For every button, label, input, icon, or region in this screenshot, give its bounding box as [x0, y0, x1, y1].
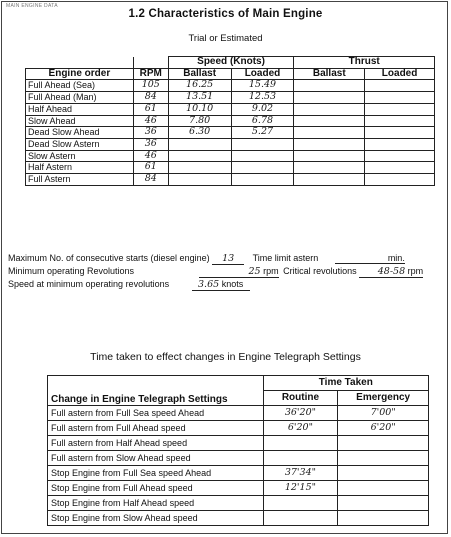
thrust-ballast-header: Ballast	[294, 68, 365, 80]
speed-min-label: Speed at minimum operating revolutions	[8, 279, 170, 289]
page-header: MAIN ENGINE DATA	[6, 3, 58, 9]
speed-ballast-cell: 7.80	[168, 115, 231, 127]
engine-order-cell: Dead Slow Ahead	[26, 127, 134, 139]
rpm-cell: 105	[133, 80, 168, 92]
telegraph-change-cell: Full astern from Half Ahead speed	[48, 436, 264, 451]
engine-order-cell: Full Astern	[26, 174, 134, 186]
table-row	[48, 511, 429, 526]
rpm-cell: 36	[133, 127, 168, 139]
table-group-header-row	[26, 57, 435, 69]
engine-order-cell: Slow Astern	[26, 150, 134, 162]
time-limit-label: Time limit astern	[252, 253, 319, 263]
emergency-time-cell: 7'00"	[338, 406, 429, 421]
table-row	[26, 103, 435, 115]
rpm-header: RPM	[133, 68, 168, 80]
emergency-time-cell	[338, 511, 429, 526]
speed-loaded-cell: 15.49	[231, 80, 294, 92]
speed-loaded-cell	[231, 150, 294, 162]
change-header: Change in Engine Telegraph Settings	[48, 376, 264, 406]
rpm-cell: 84	[133, 92, 168, 104]
speed-min-line	[8, 279, 250, 291]
telegraph-table-body	[48, 406, 429, 526]
rpm-cell: 46	[133, 150, 168, 162]
table-row	[48, 466, 429, 481]
table-row	[48, 436, 429, 451]
telegraph-change-cell: Full astern from Slow Ahead speed	[48, 451, 264, 466]
thrust-loaded-cell	[365, 150, 435, 162]
min-rev-unit: rpm	[263, 266, 279, 276]
speed-loaded-cell	[231, 138, 294, 150]
rpm-cell: 84	[133, 174, 168, 186]
thrust-ballast-cell	[294, 103, 365, 115]
routine-time-cell	[263, 496, 338, 511]
telegraph-change-cell: Stop Engine from Full Sea speed Ahead	[48, 466, 264, 481]
table-row	[26, 162, 435, 174]
speed-group-header: Speed (Knots)	[168, 57, 294, 69]
speed-ballast-cell: 13.51	[168, 92, 231, 104]
table-row	[26, 127, 435, 139]
thrust-ballast-cell	[294, 80, 365, 92]
emergency-time-cell	[338, 481, 429, 496]
thrust-loaded-cell	[365, 103, 435, 115]
thrust-loaded-cell	[365, 138, 435, 150]
max-starts-line	[8, 253, 405, 265]
thrust-ballast-cell	[294, 115, 365, 127]
emergency-header: Emergency	[338, 391, 429, 406]
engine-order-cell: Full Ahead (Sea)	[26, 80, 134, 92]
speed-loaded-cell: 5.27	[231, 127, 294, 139]
routine-time-cell: 36'20"	[263, 406, 338, 421]
speed-loaded-cell	[231, 174, 294, 186]
telegraph-section-title: Time taken to effect changes in Engine Telegraph Settings	[90, 351, 361, 363]
routine-time-cell: 37'34"	[263, 466, 338, 481]
thrust-loaded-cell	[365, 92, 435, 104]
telegraph-change-cell: Full astern from Full Sea speed Ahead	[48, 406, 264, 421]
time-taken-header: Time Taken	[263, 376, 428, 391]
engine-order-cell: Dead Slow Astern	[26, 138, 134, 150]
speed-ballast-cell: 6.30	[168, 127, 231, 139]
engine-order-cell: Slow Ahead	[26, 115, 134, 127]
table-row	[48, 406, 429, 421]
routine-time-cell	[263, 511, 338, 526]
table-row	[26, 115, 435, 127]
thrust-ballast-cell	[294, 150, 365, 162]
time-limit-unit: min.	[387, 253, 405, 263]
telegraph-change-cell: Full astern from Full Ahead speed	[48, 421, 264, 436]
speed-ballast-cell	[168, 162, 231, 174]
speed-ballast-cell: 16.25	[168, 80, 231, 92]
emergency-time-cell	[338, 496, 429, 511]
telegraph-change-cell: Stop Engine from Slow Ahead speed	[48, 511, 264, 526]
speed-loaded-cell: 9.02	[231, 103, 294, 115]
critical-rev-value: 48-58	[377, 266, 406, 277]
telegraph-change-cell: Stop Engine from Half Ahead speed	[48, 496, 264, 511]
table-row	[48, 496, 429, 511]
min-rev-line	[8, 266, 423, 278]
time-limit-field	[335, 253, 405, 264]
routine-header: Routine	[263, 391, 338, 406]
engine-order-header: Engine order	[26, 68, 134, 80]
thrust-loaded-cell	[365, 80, 435, 92]
emergency-time-cell	[338, 436, 429, 451]
thrust-group-header: Thrust	[294, 57, 435, 69]
telegraph-change-cell: Stop Engine from Full Ahead speed	[48, 481, 264, 496]
thrust-ballast-cell	[294, 174, 365, 186]
thrust-loaded-header: Loaded	[365, 68, 435, 80]
routine-time-cell: 6'20"	[263, 421, 338, 436]
speed-ballast-cell	[168, 150, 231, 162]
thrust-loaded-cell	[365, 162, 435, 174]
engine-order-cell: Half Astern	[26, 162, 134, 174]
routine-time-cell	[263, 451, 338, 466]
max-starts-label: Maximum No. of consecutive starts (diesel engine)	[8, 253, 210, 263]
page-subtitle: Trial or Estimated	[188, 33, 263, 44]
routine-time-cell: 12'15"	[263, 481, 338, 496]
max-starts-value: 13	[212, 253, 244, 265]
min-rev-value: 25	[248, 266, 261, 277]
speed-loaded-cell: 6.78	[231, 115, 294, 127]
critical-rev-label: Critical revolutions	[283, 266, 357, 276]
speed-ballast-header: Ballast	[168, 68, 231, 80]
thrust-ballast-cell	[294, 127, 365, 139]
critical-rev-unit: rpm	[407, 266, 424, 276]
emergency-time-cell	[338, 451, 429, 466]
thrust-ballast-cell	[294, 138, 365, 150]
speed-loaded-header: Loaded	[231, 68, 294, 80]
speed-ballast-cell	[168, 138, 231, 150]
thrust-loaded-cell	[365, 127, 435, 139]
routine-time-cell	[263, 436, 338, 451]
critical-rev-field	[359, 266, 423, 278]
speed-min-unit: knots	[221, 279, 244, 289]
table-row	[26, 92, 435, 104]
emergency-time-cell: 6'20"	[338, 421, 429, 436]
table-header-row	[26, 68, 435, 80]
engine-order-cell: Half Ahead	[26, 103, 134, 115]
emergency-time-cell	[338, 466, 429, 481]
table-row	[26, 150, 435, 162]
thrust-ballast-cell	[294, 92, 365, 104]
page-title: 1.2 Characteristics of Main Engine	[128, 8, 323, 20]
rpm-cell: 61	[133, 162, 168, 174]
speed-ballast-cell	[168, 174, 231, 186]
table-row	[48, 451, 429, 466]
speed-loaded-cell	[231, 162, 294, 174]
speed-loaded-cell: 12.53	[231, 92, 294, 104]
speed-min-value: 3.65	[198, 279, 220, 290]
thrust-loaded-cell	[365, 115, 435, 127]
speed-min-field	[192, 279, 250, 291]
engine-characteristics-table	[25, 56, 435, 186]
table-row	[26, 138, 435, 150]
rpm-cell: 36	[133, 138, 168, 150]
rpm-cell: 46	[133, 115, 168, 127]
engine-order-cell: Full Ahead (Man)	[26, 92, 134, 104]
telegraph-group-header-row	[48, 376, 429, 391]
table-row	[48, 421, 429, 436]
rpm-cell: 61	[133, 103, 168, 115]
min-rev-field	[199, 266, 279, 278]
min-rev-label: Minimum operating Revolutions	[8, 266, 135, 276]
table-row	[26, 174, 435, 186]
engine-table-body	[26, 80, 435, 185]
telegraph-settings-table	[47, 375, 429, 526]
table-row	[48, 481, 429, 496]
speed-ballast-cell: 10.10	[168, 103, 231, 115]
thrust-ballast-cell	[294, 162, 365, 174]
table-row	[26, 80, 435, 92]
thrust-loaded-cell	[365, 174, 435, 186]
